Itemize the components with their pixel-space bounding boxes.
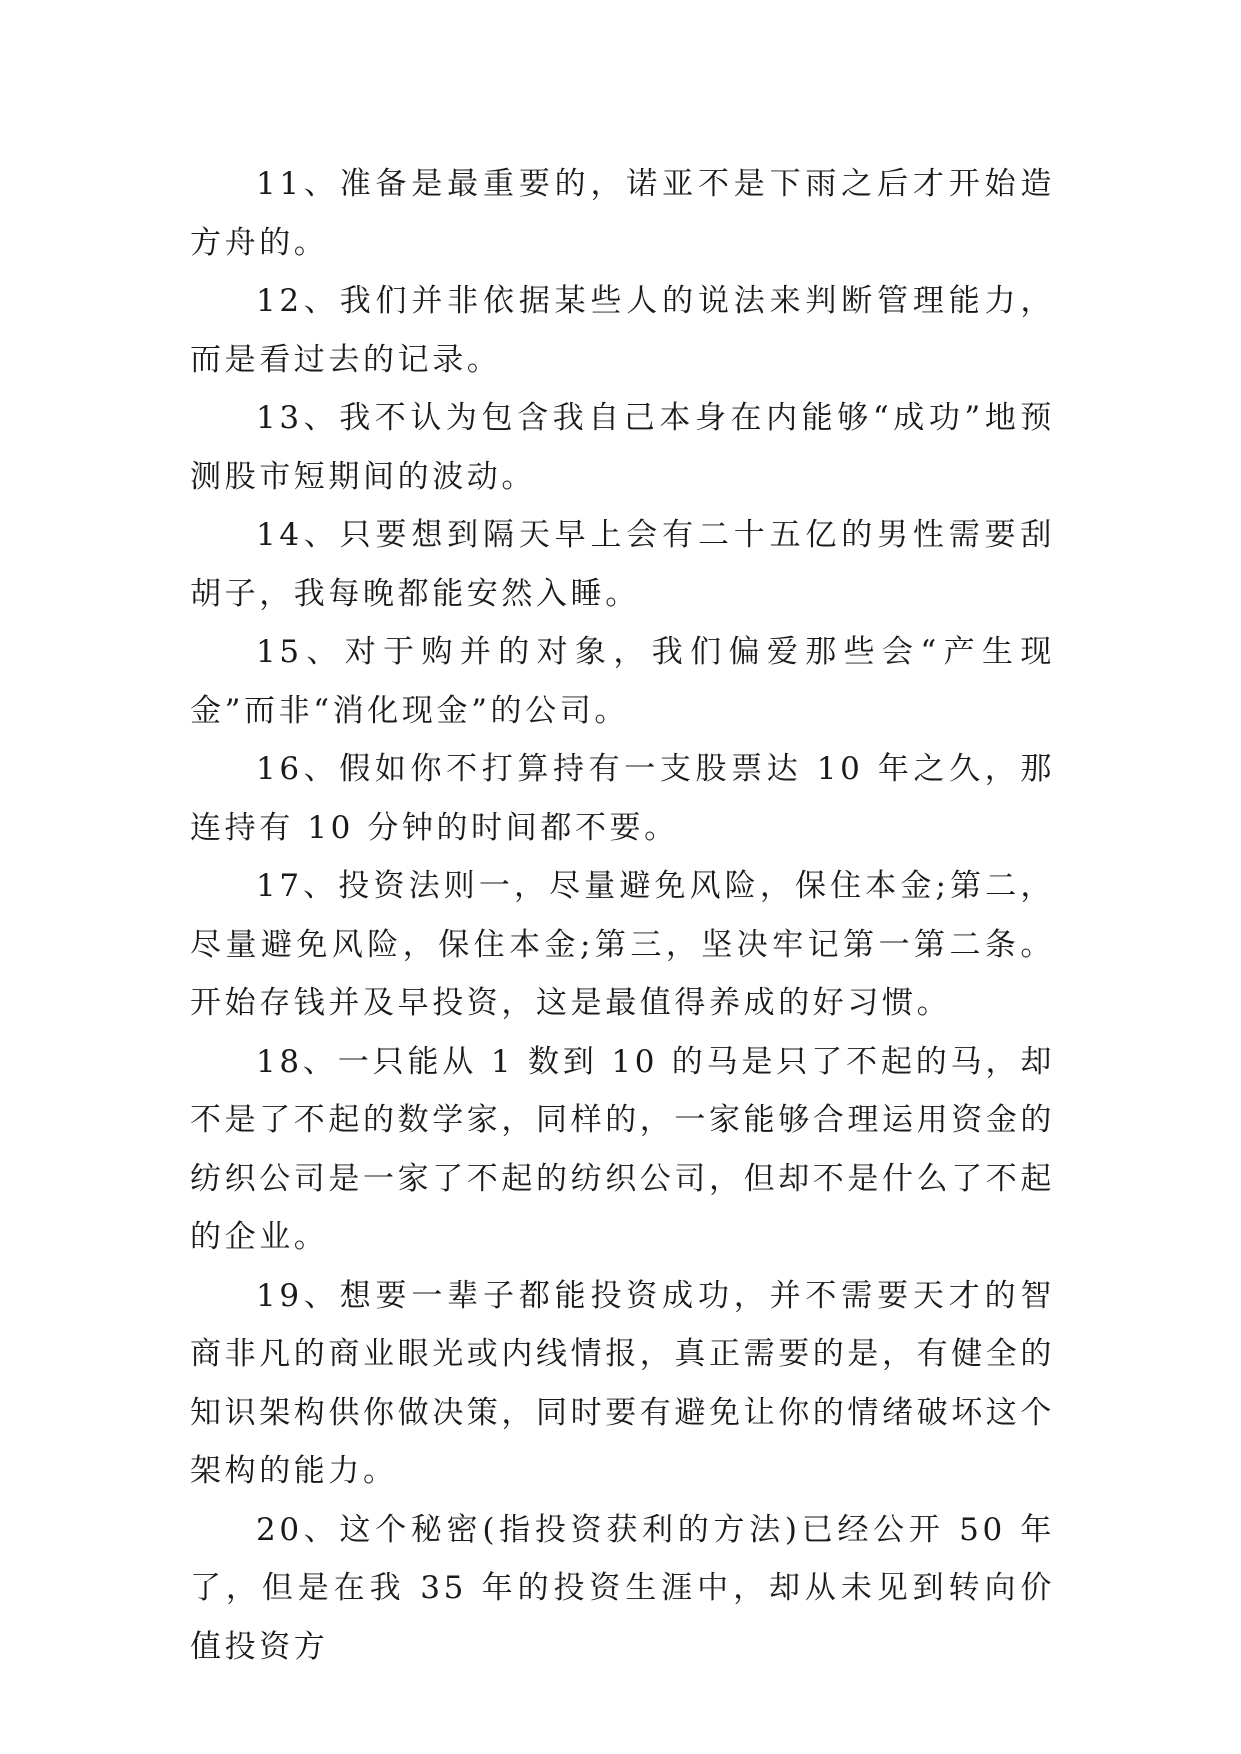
- quote-paragraph-19: 19、想要一辈子都能投资成功，并不需要天才的智商非凡的商业眼光或内线情报，真正需要的是，有健全的知识架构供你做决策，同时要有避免让你的情绪破坏这个架构的能力。: [190, 1277, 1055, 1489]
- quote-paragraph-12: 12、我们并非依据某些人的说法来判断管理能力，而是看过去的记录。: [190, 283, 1055, 378]
- quote-paragraph-11: 11、准备是最重要的，诺亚不是下雨之后才开始造方舟的。: [190, 166, 1055, 261]
- quote-paragraph-17: 17、投资法则一，尽量避免风险，保住本金;第二，尽量避免风险，保住本金;第三，坚决牢记第一第二条。开始存钱并及早投资，这是最值得养成的好习惯。: [190, 868, 1055, 1021]
- quote-paragraph-15: 15、对于购并的对象，我们偏爱那些会“产生现金”而非“消化现金”的公司。: [190, 634, 1055, 729]
- quote-paragraph-20: 20、这个秘密(指投资获利的方法)已经公开 50 年了，但是在我 35 年的投资生涯中，却从未见到转向价值投资方: [190, 1511, 1055, 1665]
- quote-paragraph-18: 18、一只能从 1 数到 10 的马是只了不起的马，却不是了不起的数学家，同样的，一家能够合理运用资金的纺织公司是一家了不起的纺织公司，但却不是什么了不起的企业。: [190, 1043, 1055, 1255]
- quote-paragraph-13: 13、我不认为包含我自己本身在内能够“成功”地预测股市短期间的波动。: [190, 400, 1055, 495]
- quote-paragraph-16: 16、假如你不打算持有一支股票达 10 年之久，那连持有 10 分钟的时间都不要。: [190, 751, 1055, 846]
- document-body: [190, 155, 1055, 1676]
- quote-paragraph-14: 14、只要想到隔天早上会有二十五亿的男性需要刮胡子，我每晚都能安然入睡。: [190, 517, 1055, 612]
